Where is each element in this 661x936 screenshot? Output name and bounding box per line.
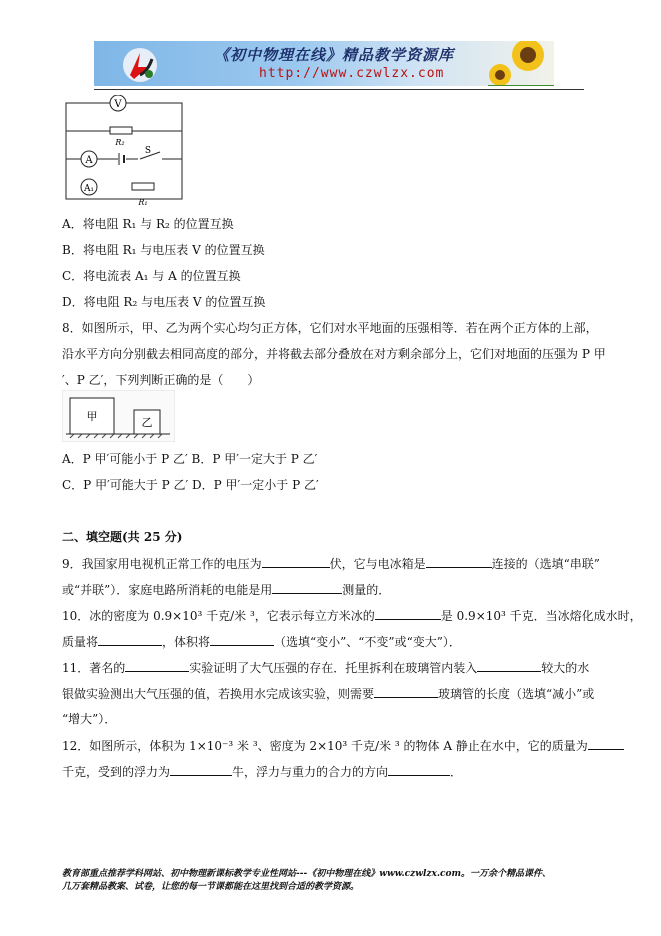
banner-title: 《初中物理在线》精品教学资源库: [214, 46, 455, 64]
q7-option-c: C．将电流表 A₁ 与 A 的位置互换: [62, 269, 241, 283]
logo-icon: [122, 47, 158, 83]
q9-blank-3[interactable]: [272, 582, 342, 594]
q10-blank-1[interactable]: [375, 608, 441, 620]
q8-line1: 8．如图所示，甲、乙为两个实心均匀正方体，它们对水平地面的压强相等．若在两个正方体的上部，: [62, 321, 598, 335]
q8-line3: ′、P 乙′，下列判断正确的是（ ）: [62, 373, 260, 387]
q10-line1: [62, 608, 642, 623]
q9-blank-2[interactable]: [426, 556, 492, 568]
q11-text-5: 玻璃管的长度（选填“减小”或: [438, 687, 595, 701]
q12-text-3: 牛，浮力与重力的合力的方向: [232, 765, 389, 779]
circuit-diagram: [62, 95, 186, 207]
ammeter1-label: A₁: [83, 184, 95, 194]
q11-text-2: 实验证明了大气压强的存在．托里拆利在玻璃管内装入: [189, 661, 478, 675]
q10-text-2: 是 0.9×10³ 千克．当冰熔化成水时，: [440, 609, 642, 623]
q12-blank-3[interactable]: [388, 764, 450, 776]
q11-text-4: 银做实验测出大气压强的值，若换用水完成该实验，则需要: [62, 687, 375, 701]
q8-options-ab: A．P 甲′可能小于 P 乙′ B．P 甲′一定大于 P 乙′: [62, 452, 318, 466]
q10-text-3: 质量将: [62, 635, 99, 649]
q11-blank-2[interactable]: [477, 660, 541, 672]
q12-blank-2[interactable]: [170, 764, 232, 776]
cube-yi-label: 乙: [141, 416, 153, 429]
header-divider: [94, 89, 584, 90]
q11-blank-1[interactable]: [125, 660, 189, 672]
q9-text-4: 或“并联”）．家庭电路所消耗的电能是用: [62, 583, 273, 597]
q11-text-1: 11．著名的: [62, 661, 126, 675]
q11-line3: “增大”）．: [62, 712, 117, 726]
q11-blank-3[interactable]: [374, 686, 438, 698]
q9-text-3: 连接的（选填“串联”: [491, 557, 600, 571]
q12-line1: [62, 738, 624, 753]
q9-text-1: 9．我国家用电视机正常工作的电压为: [62, 557, 262, 571]
q12-text-2: 千克，受到的浮力为: [62, 765, 171, 779]
cube-jia-label: 甲: [86, 410, 98, 423]
q12-text-1: 12．如图所示，体积为 1×10⁻³ 米 ³、密度为 2×10³ 千克/米 ³ 的物体 A 静止在水中，它的质量为: [62, 739, 588, 753]
r1-label: R₁: [138, 198, 148, 207]
section2-title: 二、填空题(共 25 分): [62, 530, 183, 544]
footer-line1: 教育部重点推荐学科网站、初中物理新课标教学专业性网站---《初中物理在线》www.czwlzx.com。一万余个精品课件、: [62, 869, 552, 879]
q9-line1: [62, 556, 600, 571]
switch-label: S: [144, 146, 152, 156]
q8-line2: 沿水平方向分别截去相同高度的部分，并将截去部分叠放在对方剩余部分上，它们对地面的压强为 P 甲: [62, 347, 606, 361]
q11-text-3: 较大的水: [541, 661, 590, 675]
banner-url[interactable]: http://www.czwlzx.com: [259, 66, 445, 81]
q10-text-1: 10．冰的密度为 0.9×10³ 千克/米 ³，它表示每立方米冰的: [62, 609, 375, 623]
sunflower-icon: [488, 41, 554, 86]
q10-text-4: ，体积将: [162, 635, 211, 649]
q11-line1: [62, 660, 589, 675]
cubes-figure: [62, 390, 175, 442]
q9-text-2: 伏，它与电冰箱是: [329, 557, 426, 571]
q9-blank-1[interactable]: [262, 556, 330, 568]
q12-line2: [62, 764, 462, 779]
q9-text-5: 测量的．: [342, 583, 391, 597]
q10-text-5: （选填“变小”、“不变”或“变大”）．: [274, 635, 461, 649]
q10-line2: [62, 634, 461, 649]
footer-line2: 几万套精品教案、试卷，让您的每一节课都能在这里找到合适的教学资源。: [62, 882, 360, 892]
q12-blank-1[interactable]: [588, 738, 624, 750]
q10-blank-2[interactable]: [98, 634, 162, 646]
q8-options-cd: C．P 甲′可能大于 P 乙′ D．P 甲′一定小于 P 乙′: [62, 478, 319, 492]
q10-blank-3[interactable]: [210, 634, 274, 646]
q11-line2: [62, 686, 594, 701]
q9-line2: [62, 582, 390, 597]
q7-option-a: A．将电阻 R₁ 与 R₂ 的位置互换: [62, 217, 234, 231]
q12-text-4: ．: [450, 765, 463, 779]
r2-label: R₂: [115, 138, 125, 147]
q7-option-d: D．将电阻 R₂ 与电压表 V 的位置互换: [62, 295, 266, 309]
voltmeter-label: V: [114, 99, 122, 110]
q7-option-b: B．将电阻 R₁ 与电压表 V 的位置互换: [62, 243, 265, 257]
header-banner: [94, 41, 554, 86]
ammeter-label: A: [85, 155, 93, 166]
